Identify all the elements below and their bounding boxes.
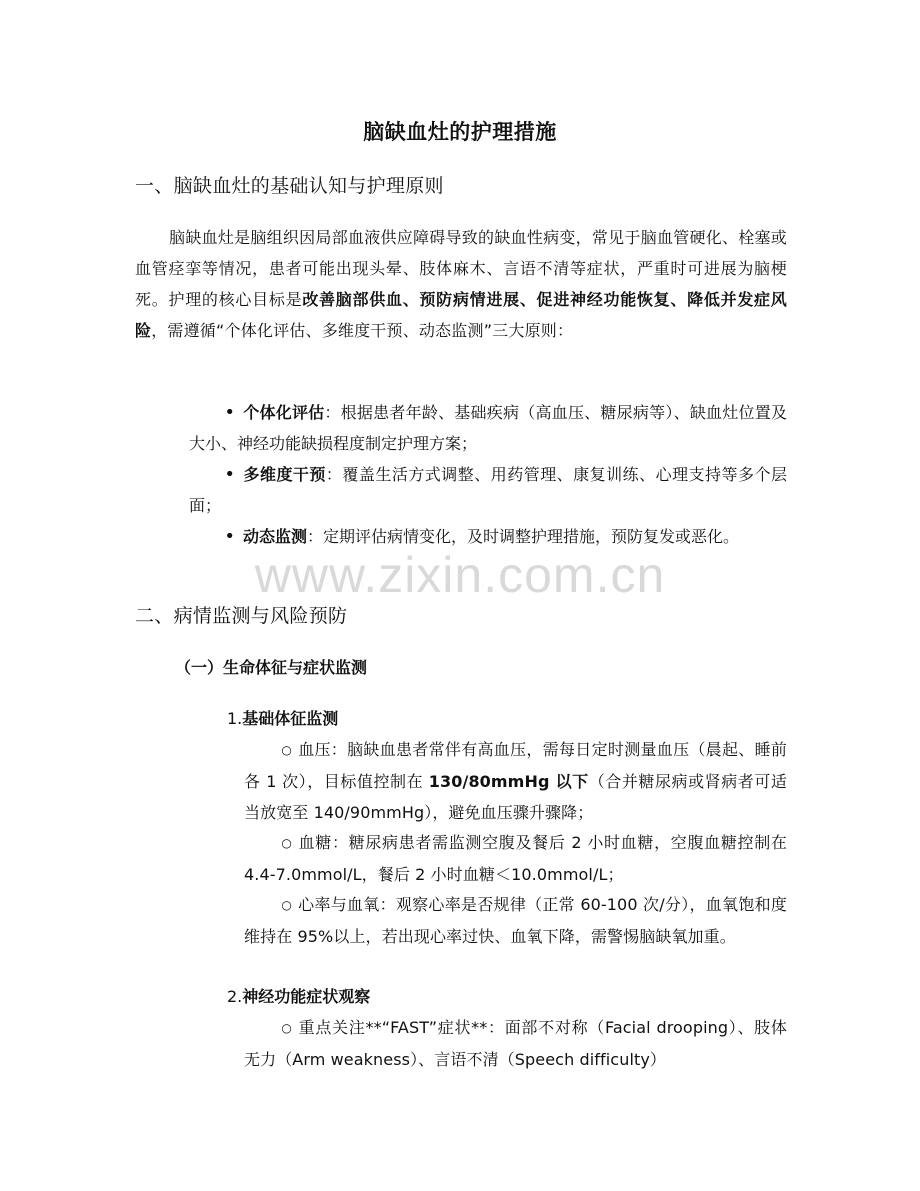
- principle-label: 动态监测: [243, 527, 308, 546]
- monitor-item-heart: [244, 889, 787, 952]
- principle-text: ：覆盖生活方式调整、用药管理、康复训练、心理支持等多个层面；: [189, 465, 787, 515]
- heart-text: 心率与血氧：观察心率是否规律（正常 60-100 次/分），血氧饱和度维持在 95%以上，若出现心率过快、血氧下降，需警惕脑缺氧加重。: [244, 895, 787, 946]
- principle-label: 多维度干预: [243, 465, 326, 484]
- principle-text: ：定期评估病情变化，及时调整护理措施，预防复发或恶化。: [307, 527, 740, 546]
- item-number: 1.: [227, 709, 243, 728]
- bp-text-part1: 血压：脑缺血患者常伴有高血压，需每日定时测量血压（晨起、睡前各 1 次），目标值控制在: [244, 740, 787, 791]
- intro-text-part1: 脑缺血灶是脑组织因局部血液供应障碍导致的缺血性病变，常见于脑血管硬化、栓塞或血管痉挛等情况，患者可能出现头晕、肢体麻木、言语不清等症状，严重时可进展为脑梗死。护理的核心目标是: [135, 228, 787, 309]
- intro-paragraph: [135, 222, 787, 346]
- monitor-item-glucose: [244, 827, 787, 890]
- bp-target-bold: 130/80mmHg 以下: [428, 772, 589, 791]
- bp-text-part2: （合并糖尿病或肾病者可适当放宽至 140/90mmHg），避免血压骤升骤降；: [244, 772, 787, 822]
- item-title: 神经功能症状观察: [242, 987, 371, 1006]
- bullet-dot-icon: •: [224, 402, 235, 423]
- bullet-dot-icon: •: [224, 464, 235, 485]
- principle-text: ：根据患者年龄、基础疾病（高血压、糖尿病等）、缺血灶位置及大小、神经功能缺损程度制定护理方案；: [189, 403, 787, 453]
- document-title: 脑缺血灶的护理措施: [363, 120, 557, 144]
- principle-bullet: [189, 397, 787, 459]
- principle-label: 个体化评估: [243, 403, 325, 422]
- monitor-item-fast: [244, 1012, 787, 1075]
- bullet-dot-icon: •: [224, 526, 235, 547]
- principle-bullet: [189, 459, 787, 521]
- item-number: 2.: [227, 987, 243, 1006]
- glucose-text: 血糖：糖尿病患者需监测空腹及餐后 2 小时血糖，空腹血糖控制在 4.4-7.0mmol/L，餐后 2 小时血糖＜10.0mmol/L；: [244, 833, 787, 884]
- subsection-heading: （一）生命体征与症状监测: [175, 658, 368, 677]
- intro-text-bold: 改善脑部供血、预防病情进展、促进神经功能恢复、降低并发症风险: [135, 290, 787, 340]
- circle-bullet-icon: ○: [281, 743, 292, 757]
- fast-text: 重点关注**“FAST”症状**：面部不对称（Facial drooping）、肢体无力（Arm weakness）、言语不清（Speech difficulty）: [244, 1018, 787, 1069]
- item-heading: [227, 982, 370, 1012]
- watermark: www.zixin.com.cn: [254, 547, 666, 603]
- principle-bullet: [189, 521, 787, 552]
- monitor-item-blood-pressure: [244, 734, 787, 828]
- section-heading-1: 一、脑缺血灶的基础认知与护理原则: [135, 175, 444, 197]
- circle-bullet-icon: ○: [281, 898, 292, 912]
- intro-text-part2: ，需遵循“个体化评估、多维度干预、动态监测”三大原则：: [151, 321, 574, 340]
- item-heading: [227, 704, 338, 734]
- item-title: 基础体征监测: [242, 709, 339, 728]
- circle-bullet-icon: ○: [281, 836, 292, 850]
- circle-bullet-icon: ○: [281, 1021, 292, 1035]
- section-heading-2: 二、病情监测与风险预防: [135, 605, 348, 627]
